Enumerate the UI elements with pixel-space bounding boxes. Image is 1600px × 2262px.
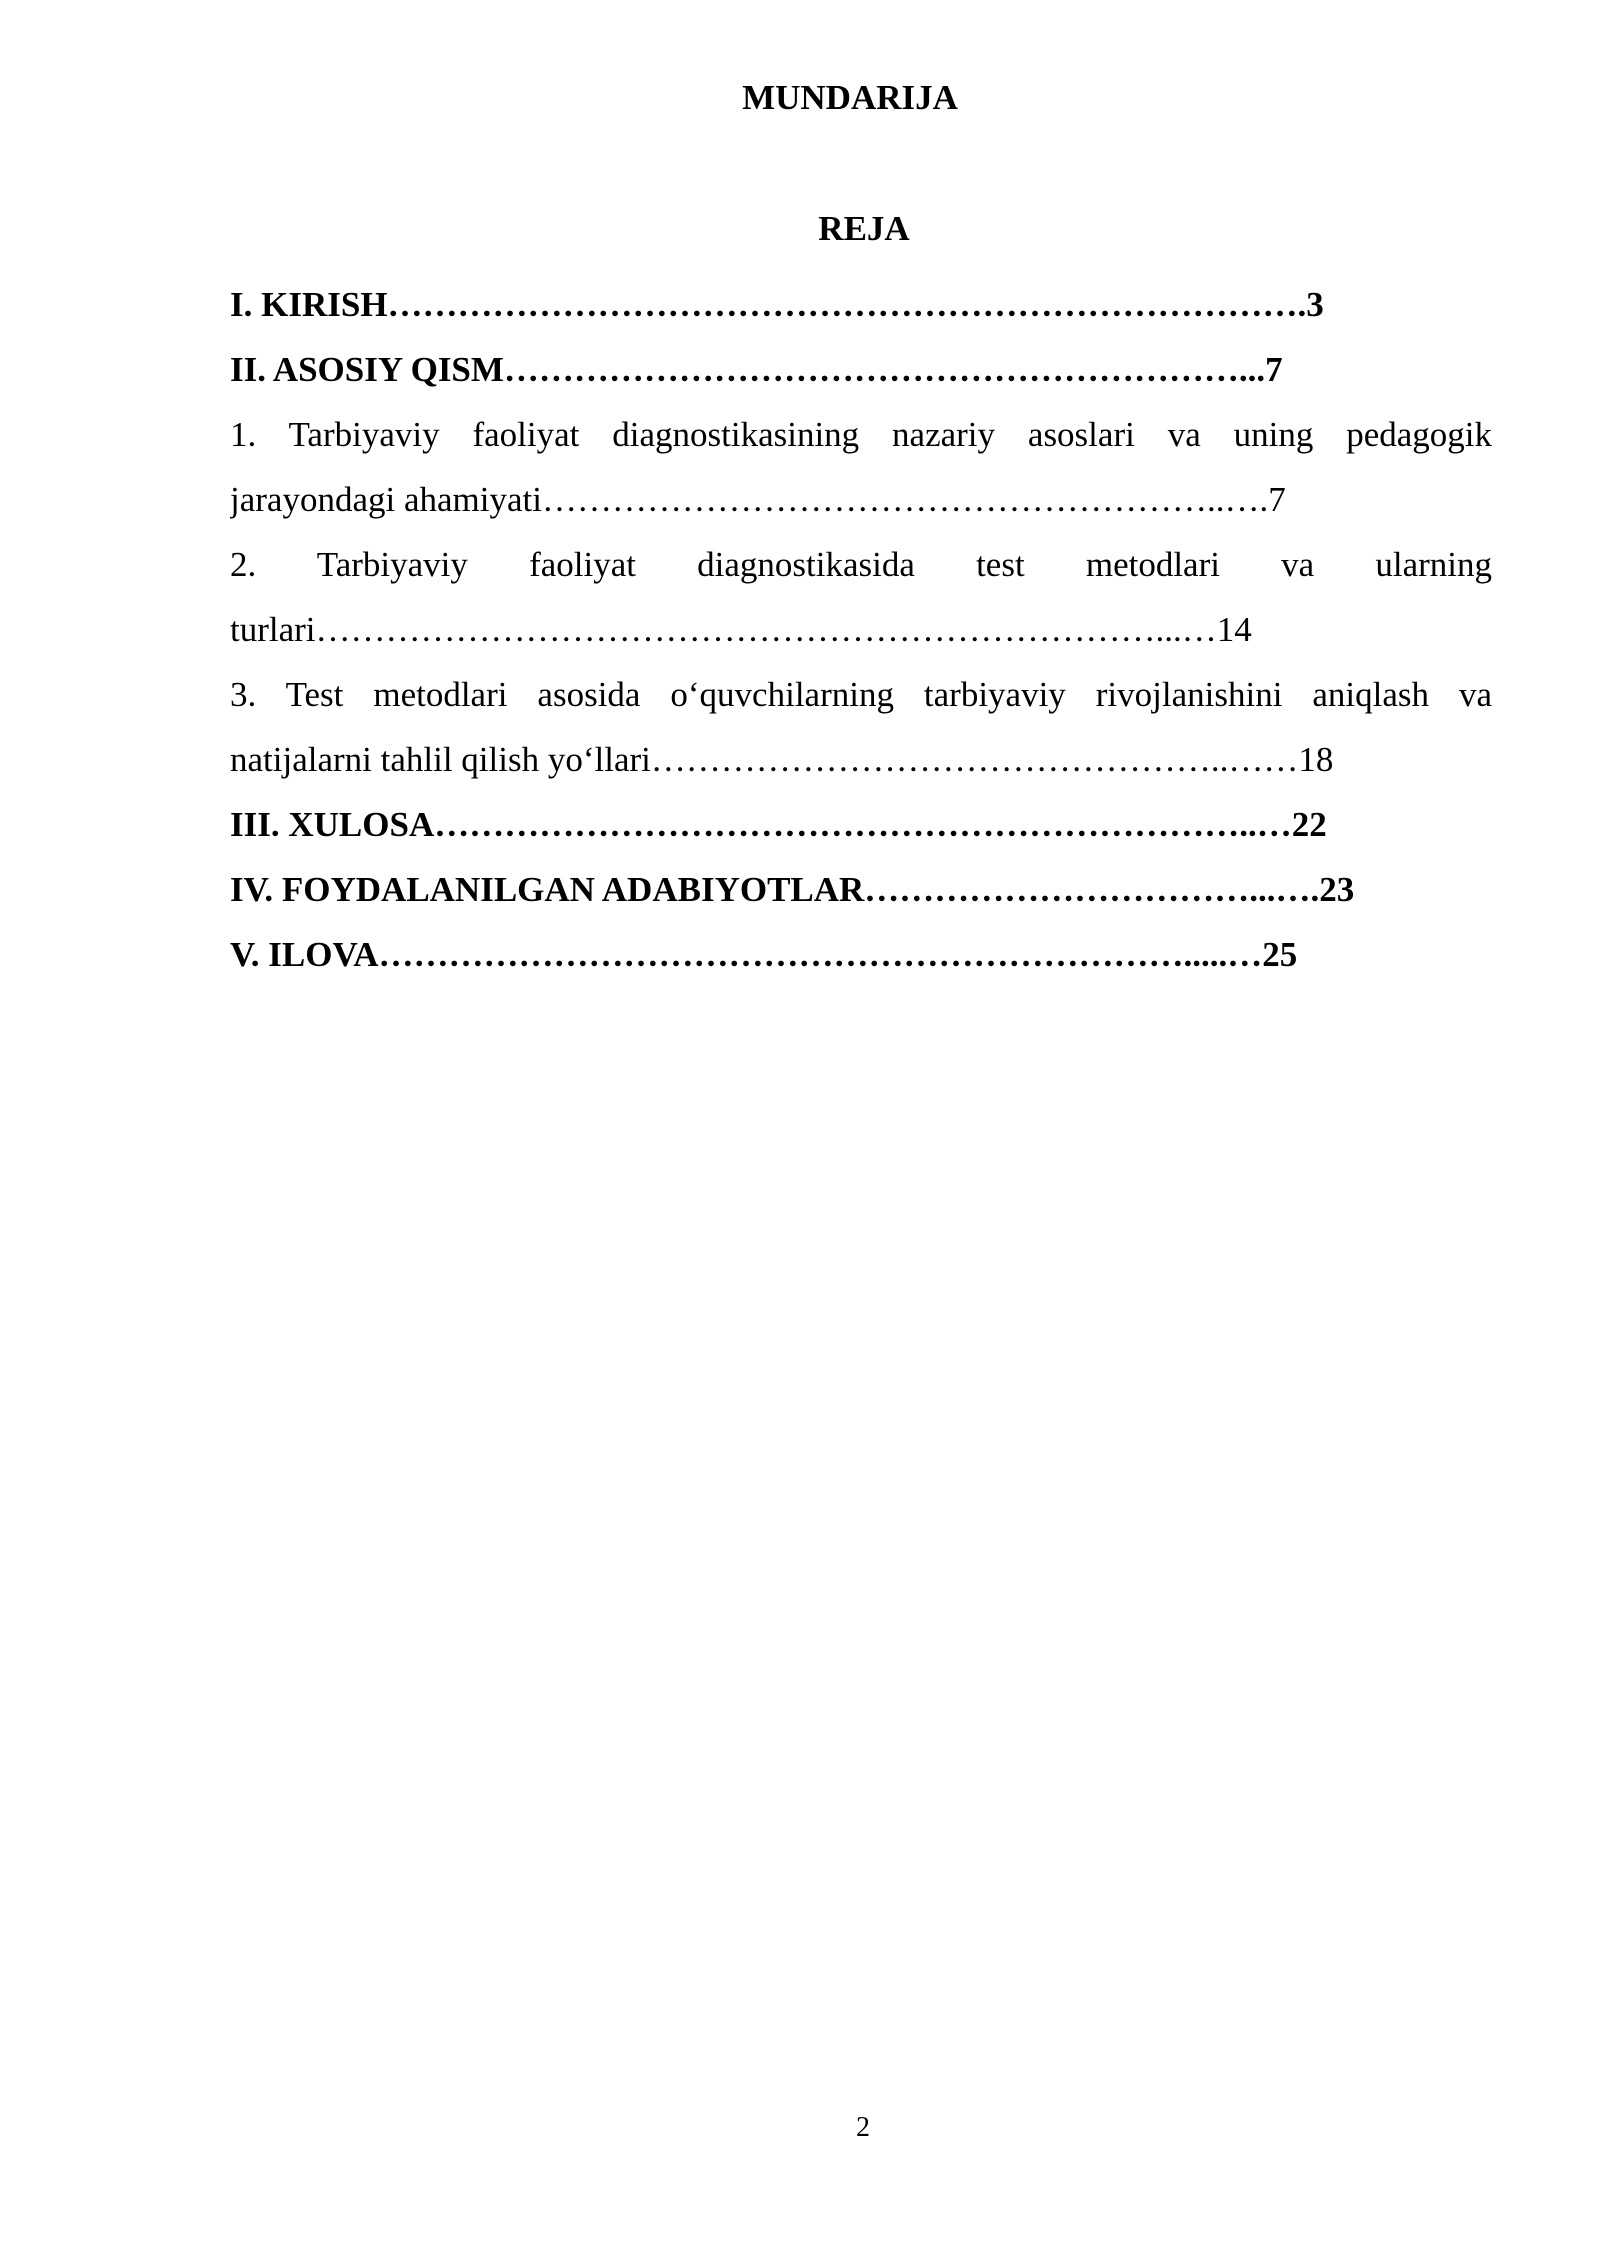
plan-heading: REJA (818, 209, 910, 248)
toc-entry-1-line-2: jarayondagi ahamiyati…………………………………………………..….7 (230, 480, 1286, 519)
toc-entry-1-line-1: 1. Tarbiyaviy faoliyat diagnostikasining nazariy asoslari va uning pedagogik (230, 415, 1492, 454)
toc-entry-2-line-1: 2. Tarbiyaviy faoliyat diagnostikasida test metodlari va ularning (230, 545, 1492, 584)
toc-entry-2-line-2: turlari………………………………………………………………...…14 (230, 610, 1252, 649)
toc-entry-ilova: V. ILOVA…………………………………………………………….....…25 (230, 935, 1298, 974)
page-number: 2 (856, 2112, 870, 2143)
page-title: MUNDARIJA (742, 78, 958, 117)
toc-entry-adabiyotlar: IV. FOYDALANILGAN ADABIYOTLAR……………………………...….23 (230, 870, 1355, 909)
table-of-contents (230, 272, 1492, 987)
toc-entry-3-line-2: natijalarni tahlil qilish yo‘llari…………………………………………..……18 (230, 740, 1334, 779)
toc-entry-3-line-1: 3. Test metodlari asosida o‘quvchilarning tarbiyaviy rivojlanishini aniqlash va (230, 675, 1492, 714)
toc-entry-xulosa: III. XULOSA……………………………………………………………..…22 (230, 805, 1327, 844)
toc-entry-asosiy-qism: II. ASOSIY QISM………………………………………………………...7 (230, 350, 1283, 389)
toc-entry-kirish: I. KIRISH…………………………………………………………………….3 (230, 285, 1324, 324)
